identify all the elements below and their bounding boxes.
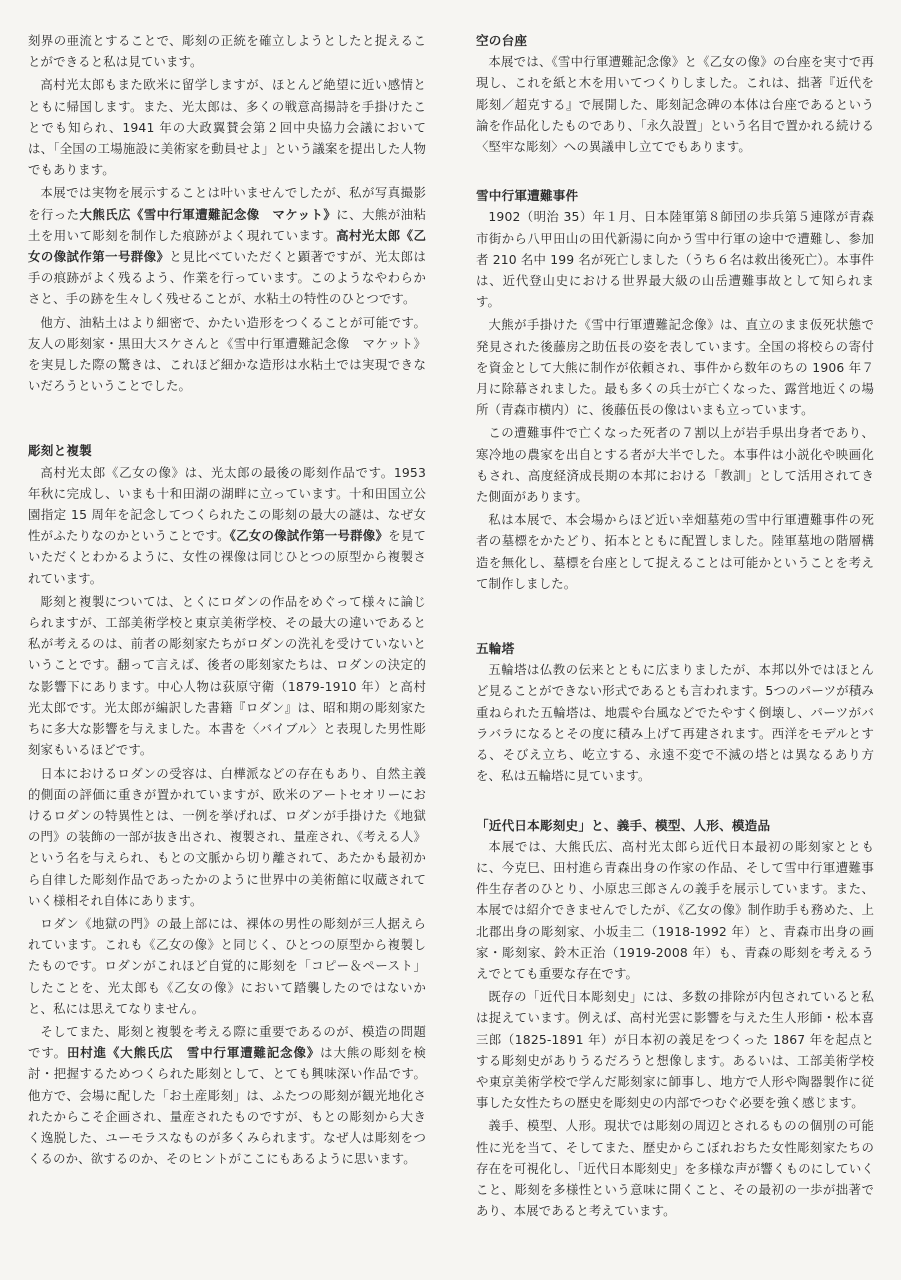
paragraph-otome bbox=[28, 462, 426, 589]
paragraph-replica-rodin: 彫刻と複製については、とくにロダンの作品をめぐって様々に論じられますが、工部美術学校と東京美術学校、その最大の違いであると私が考えるのは、前者の彫刻家たちがロダンの洗礼を受けていないということです。翻って言えば、後者の彫刻家たちは、ロダンの決定的な影響下にあります。中心人物は荻原守衛（1879-1910 年）と高村光太郎です。光太郎が編訳した書籍『ロダン』は、昭和期の彫刻家たちに多大な影響を与えました。本書を〈バイブル〉と表現した男性彫刻家もいるほどです。 bbox=[28, 593, 426, 758]
text-segment: は大熊の彫刻を検討・把握するためつくられた彫刻として、とても興味深い作品です。他方で、会場に配した「お土産彫刻」は、ふたつの彫刻が観光地化されたからこそ企画され、量産されたものですが、もとの彫刻から大きく逸脱した、ユーモラスなものが多くみられます。なぜ人は彫刻をつくるのか、欲するのか、そのヒントがここにもあるように思います。 bbox=[28, 1045, 426, 1167]
paragraph-incident-2: 大熊が手掛けた《雪中行軍遭難記念像》は、直立のまま仮死状態で発見された後藤房之助伍長の姿を表しています。全国の将校らの寄付を資金として大熊に制作が依頼され、事件から数年のちの 1906 年７月に除幕されました。最も多くの兵士が亡くなった、露営地近くの場所（青森市横内）に、後藤伍長の像はいまも立っています。 bbox=[476, 317, 874, 418]
paragraph-history-3: 義手、模型、人形。現状では彫刻の周辺とされるものの個別の可能性に光を当て、そしてまた、歴史からこぼれおちた女性彫刻家たちの存在を可視化し、「近代日本彫刻史」を多様な声が響くものにしていくこと、彫刻を多様性という意味に開くこと、その最初の一歩が拙著であり、本展であると考えています。 bbox=[476, 1118, 874, 1219]
paragraph-takamura-return: 高村光太郎もまた欧米に留学しますが、ほとんど絶望に近い感情とともに帰国します。また、光太郎は、多くの戦意高揚詩を手掛けたことでも知られ、1941 年の大政翼賛会第２回中央協力会議においては、「全国の工場施設に美術家を動員せよ」という議案を提出した人物でもあります。 bbox=[28, 77, 426, 178]
paragraph-rodin-reception: 日本におけるロダンの受容は、白樺派などの存在もあり、自然主義的側面の評価に重きが置かれていますが、欧米のアートセオリーにおけるロダンの特異性とは、一例を挙げれば、ロダンが手掛けた《地獄の門》の装飾の一部が抜き出され、複製され、量産され、《考える人》という名を与えられ、もとの文脈から切り離されて、あたかも最初から自律した彫刻作品であったかのように世界中の美術館に収蔵されていく様相それ自体にあります。 bbox=[28, 765, 426, 908]
paragraph-incident-1: 1902（明治 35）年１月、日本陸軍第８師団の歩兵第５連隊が青森市街から八甲田山の田代新湯に向かう雪中行軍の途中で遭難し、参加者 210 名中 199 名が死亡しました（うち６名は救出後死亡）。本事件は、近代登山史における世界最大級の山岳遭難事故として知られます。 bbox=[476, 209, 874, 310]
work-title-otome-trial: 高村光太郎《乙女の像試作第一号群像》 bbox=[28, 227, 426, 265]
heading-sculpture-history: 「近代日本彫刻史」と、義手、模型、人形、模造品 bbox=[476, 817, 771, 833]
text-segment: と見比べていただくと顕著ですが、光太郎は手の痕跡がよく残るよう、作業を行っています。このようなやわらかさと、手の跡を生々しく残せることが、水粘土の特性のひとつです。 bbox=[28, 249, 427, 307]
heading-sculpture-and-replica: 彫刻と複製 bbox=[28, 443, 92, 459]
paragraph-gates-of-hell: ロダン《地獄の門》の最上部には、裸体の男性の彫刻が三人据えられています。これも《乙女の像》と同じく、ひとつの原型から複製したものです。ロダンがこれほど自覚的に彫刻を「コピー＆ペースト」したことを、光太郎も《乙女の像》において踏襲したのではないかと、私には思えてなりません。 bbox=[28, 915, 426, 1016]
left-column bbox=[28, 30, 426, 1171]
paragraph-incident-3: この遭難事件で亡くなった死者の７割以上が岩手県出身者であり、寒冷地の農家を出自とする者が大半でした。本事件は小説化や映画化もされ、高度経済成長期の本邦における「教訓」として活用されてきた側面があります。 bbox=[476, 425, 874, 505]
text-segment: そしてまた、彫刻と複製を考える際に重要であるのが、模造の問題です。 bbox=[28, 1023, 426, 1061]
paragraph-imitation bbox=[28, 1021, 426, 1169]
text-segment: 本展では実物を展示することは叶いませんでしたが、私が写真撮影を行った bbox=[28, 185, 426, 222]
work-title-otome-trial-2: 《乙女の像試作第一号群像》 bbox=[229, 528, 389, 544]
text-segment: 高村光太郎《乙女の像》は、光太郎の最後の彫刻作品です。1953 年秋に完成し、いまも十和田湖の湖畔に立っています。十和田国立公園指定 15 周年を記念してつくられたこの彫刻の最大の謎は、なぜ女性がふたりなのかということです。 bbox=[28, 464, 426, 544]
heading-empty-pedestal: 空の台座 bbox=[476, 33, 528, 48]
text-segment: に、大熊が油粘土を用いて彫刻を制作した痕跡がよく現れています。 bbox=[28, 206, 426, 243]
heading-marching-incident: 雪中行軍遭難事件 bbox=[476, 188, 579, 204]
work-title-maquette: 大熊氏広《雪中行軍遭難記念像 マケット》 bbox=[79, 206, 337, 222]
right-column bbox=[476, 30, 874, 1223]
paragraph-oil-clay: 他方、油粘土はより細密で、かたい造形をつくることが可能です。友人の彫刻家・黒田大スケさんと《雪中行軍遭難記念像 マケット》を実見した際の驚きは、これほど細かな造形は水粘土では実現できないだろうということでした。 bbox=[28, 314, 426, 394]
paragraph-intro-end: 刻界の亜流とすることで、彫刻の正統を確立しようとしたと捉えることができると私は見ています。 bbox=[28, 33, 426, 70]
paragraph-history-2: 既存の「近代日本彫刻史」には、多数の排除が内包されていると私は捉えています。例えば、高村光雲に影響を与えた生人形師・松本喜三郎（1825-1891 年）が日本初の義足をつくった 1867 年を起点とする彫刻史がありうるだろうと想像します。あるいは、工部美術学校や東京美術学校で学んだ彫刻家に師事し、地方で人形や陶器製作に従事した女性たちの歴史を彫刻史の内部でつむぐ必要を強く感じます。 bbox=[476, 989, 874, 1111]
paragraph-empty-pedestal: 本展では、《雪中行軍遭難記念像》と《乙女の像》の台座を実寸で再現し、これを紙と木を用いてつくりしました。これは、拙著『近代を彫刻／超克する』で展開した、彫刻記念碑の本体は台座であるという論を作品化したものであり、「永久設置」という名目で置かれる続ける〈堅牢な彫刻〉への異議申し立てでもあります。 bbox=[476, 54, 874, 155]
paragraph-incident-4: 私は本展で、本会場からほど近い幸畑墓苑の雪中行軍遭難事件の死者の墓標をかたどり、拓本とともに配置しました。陸軍墓地の階層構造を無化し、墓標を台座として捉えることは可能かということを考えて制作しました。 bbox=[476, 512, 874, 591]
paragraph-exhibit-clay bbox=[28, 182, 426, 309]
work-title-tamura: 田村進《大熊氏広 雪中行軍遭難記念像》 bbox=[66, 1045, 321, 1061]
heading-gorinto: 五輪塔 bbox=[476, 641, 515, 657]
text-segment: を見ていただくとわかるように、女性の裸像は同じひとつの原型から複製されています。 bbox=[28, 528, 426, 586]
paragraph-gorinto: 五輪塔は仏教の伝来とともに広まりましたが、本邦以外ではほとんど見ることができない形式であるとも言われます。5つのパーツが積み重ねられた五輪塔は、地震や台風などでたやすく倒壊し、パーツがバラバラになるとその度に積み上げて再建されます。西洋をモデルとする、そびえ立ち、屹立する、永遠不変で不滅の塔とは異なるあり方を、私は五輪塔に見ています。 bbox=[476, 662, 874, 784]
paragraph-history-1: 本展では、大熊氏広、高村光太郎ら近代日本最初の彫刻家とともに、今克巳、田村進ら青森出身の作家の作品、そして雪中行軍遭難事件生存者のひとり、小原忠三郎さんの義手を展示しています。また、本展では紹介できませんでしたが、《乙女の像》制作助手も務めた、上北郡出身の彫刻家、小坂圭二（1918-1992 年）と、青森市出身の画家・彫刻家、鈴木正治（1919-2008 年）も、青森の彫刻を考えるうえでとても重要な存在です。 bbox=[476, 838, 874, 981]
